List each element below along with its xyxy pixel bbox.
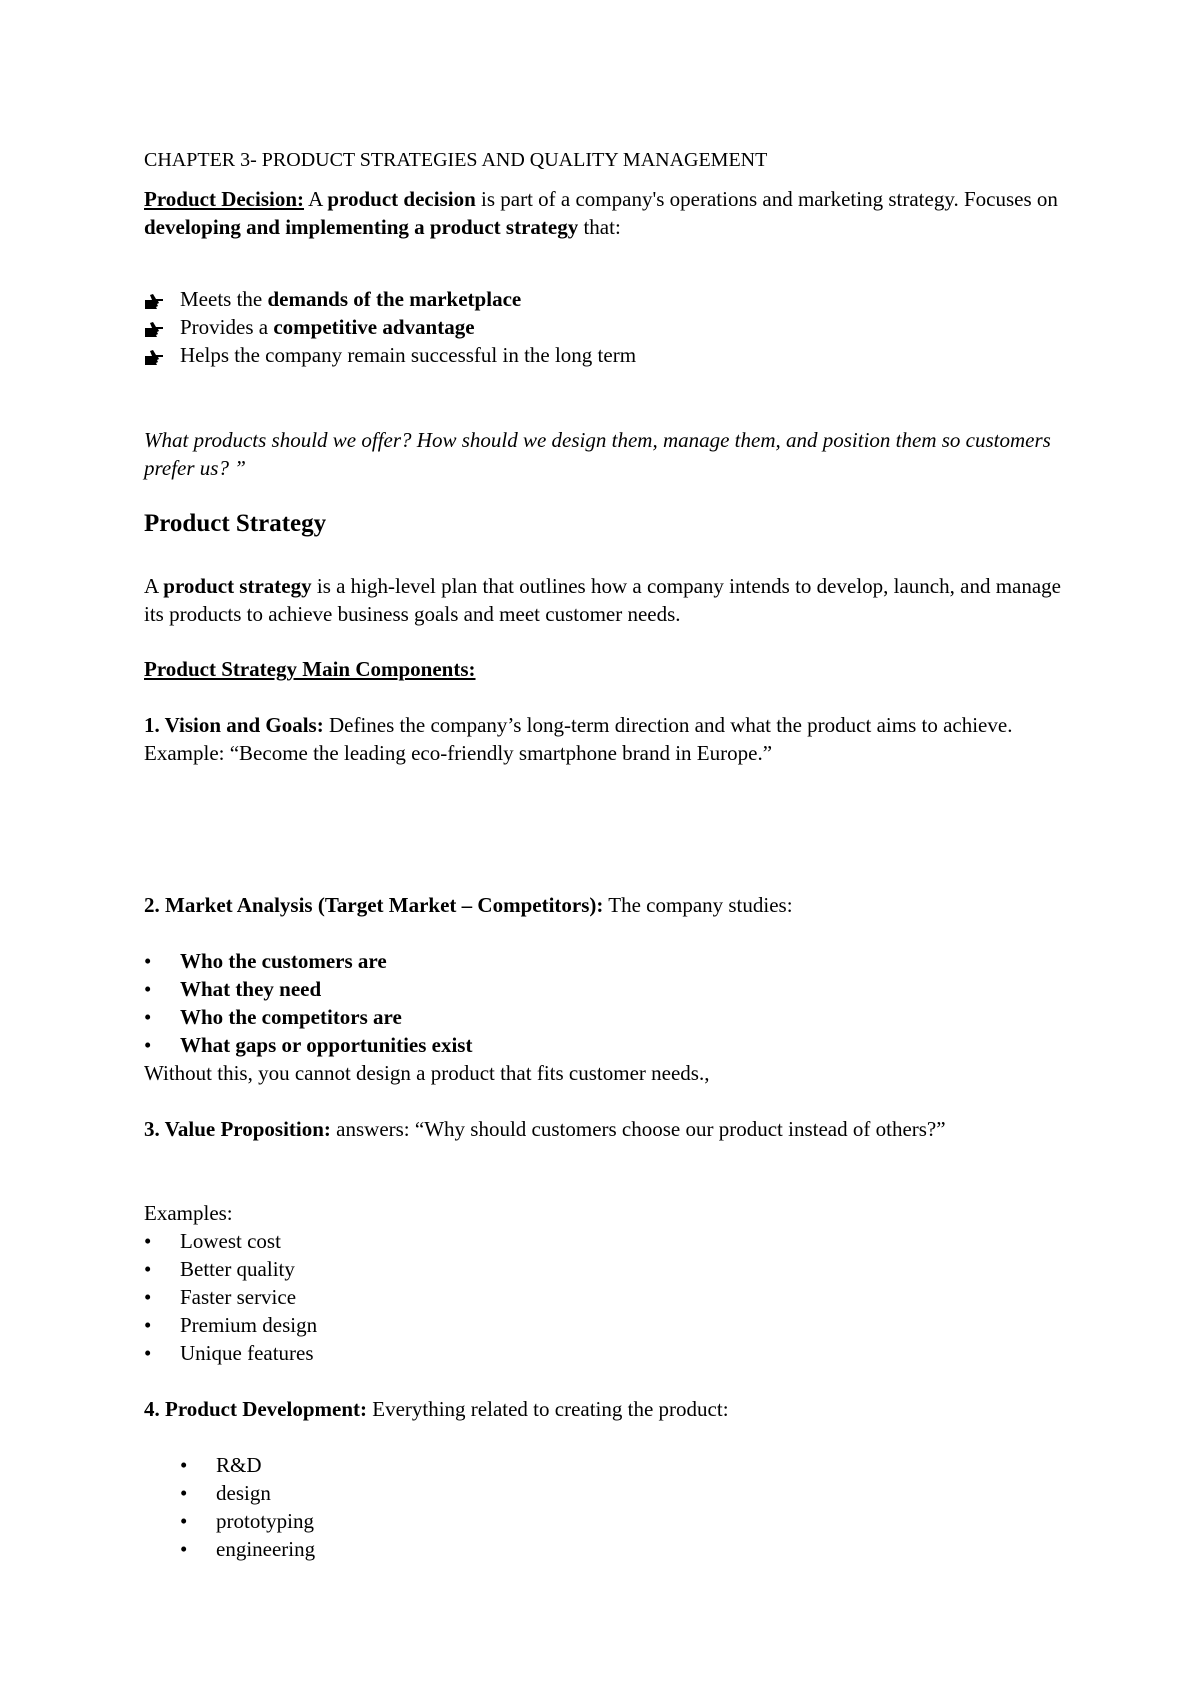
development-paragraph: [144, 1395, 1074, 1423]
text: answers: “Why should customers choose our product instead of others?”: [330, 1117, 946, 1141]
question-quote: What products should we offer? How should we design them, manage them, and position them so customers prefer us? ”: [144, 428, 1051, 480]
product-decision-label: Product Decision:: [144, 187, 305, 211]
text: Provides a: [180, 315, 274, 339]
market-list: [144, 947, 473, 1059]
bold-text: What gaps or opportunities exist: [180, 1033, 473, 1057]
product-strategy-definition: [144, 572, 1074, 628]
bullet: •: [144, 1313, 152, 1337]
bold-text: Who the customers are: [180, 949, 387, 973]
development-list: [180, 1451, 316, 1563]
bullet: •: [144, 1005, 152, 1029]
pointing-hand-icon: [144, 313, 164, 341]
text: Better quality: [180, 1257, 295, 1281]
product-decision-paragraph: [144, 185, 1074, 241]
list-item: [144, 1255, 317, 1283]
pointing-hand-icon: [144, 341, 164, 369]
list-item: [144, 1339, 317, 1367]
list-item: [180, 1451, 315, 1479]
text: design: [216, 1481, 271, 1505]
components-heading: [144, 655, 476, 683]
bold-text: What they need: [180, 977, 322, 1001]
text: Meets the: [180, 287, 268, 311]
market-label: 2. Market Analysis (Target Market – Competitors):: [144, 893, 604, 917]
text: The company studies:: [603, 893, 793, 917]
text: Premium design: [180, 1313, 318, 1337]
list-item: [144, 1311, 318, 1339]
vision-example: Example: “Become the leading eco-friendly smartphone brand in Europe.”: [144, 741, 773, 765]
list-item: [144, 1003, 472, 1031]
bullet: •: [144, 1033, 152, 1057]
bullet: •: [180, 1453, 188, 1477]
list-item: [180, 285, 636, 313]
list-item: [180, 1535, 316, 1563]
text: Lowest cost: [180, 1229, 281, 1253]
text: Everything related to creating the product:: [367, 1397, 729, 1421]
bullet: •: [180, 1509, 188, 1533]
bold-text: Who the competitors are: [180, 1005, 402, 1029]
chapter-title: CHAPTER 3- PRODUCT STRATEGIES AND QUALITY MANAGEMENT: [144, 149, 768, 171]
bold-text: developing and implementing a product strategy: [144, 215, 579, 239]
bold-text: demands of the marketplace: [267, 287, 522, 311]
market-after-text: Without this, you cannot design a product that fits customer needs.,: [144, 1061, 710, 1085]
bold-text: product decision: [327, 187, 476, 211]
list-item: [180, 1479, 315, 1507]
value-label: 3. Value Proposition:: [144, 1117, 331, 1141]
product-strategy-heading: Product Strategy: [144, 510, 327, 537]
pointing-hand-icon: [144, 285, 164, 313]
bullet: •: [144, 1257, 152, 1281]
examples-label: Examples:: [144, 1201, 233, 1225]
bullet: •: [144, 977, 152, 1001]
bold-underlined-text: Product Strategy Main Components:: [144, 657, 476, 681]
development-label: 4. Product Development:: [144, 1397, 367, 1421]
list-item: [144, 1031, 473, 1059]
vision-paragraph: [144, 711, 1074, 767]
list-item: [180, 1507, 315, 1535]
product-decision-list: [180, 285, 636, 369]
text: Helps the company remain successful in the long term: [180, 343, 637, 367]
bullet: •: [180, 1537, 188, 1561]
value-paragraph: [144, 1115, 1074, 1143]
text: A: [144, 574, 164, 598]
text: is part of a company's operations and marketing strategy. Focuses on: [475, 187, 1058, 211]
text: prototyping: [216, 1509, 314, 1533]
bullet: •: [144, 1341, 152, 1365]
value-examples-list: [144, 1227, 318, 1367]
bullet: •: [180, 1481, 188, 1505]
text: Defines the company’s long-term direction and what the product aims to achieve.: [323, 713, 1013, 737]
bold-text: competitive advantage: [273, 315, 475, 339]
text: R&D: [216, 1453, 262, 1477]
market-paragraph: [144, 891, 1074, 919]
list-item: [144, 1283, 317, 1311]
list-item: [144, 947, 472, 975]
bold-text: product strategy: [163, 574, 312, 598]
text: engineering: [216, 1537, 316, 1561]
list-item: [180, 341, 636, 369]
text: is a high-level plan that outlines how a company intends to develop, launch, and manage its products to achieve business goals and meet customer needs.: [144, 574, 1061, 626]
text: Faster service: [180, 1285, 297, 1309]
list-item: [180, 313, 636, 341]
list-item: [144, 975, 472, 1003]
list-item: [144, 1227, 317, 1255]
bullet: •: [144, 1229, 152, 1253]
text: Unique features: [180, 1341, 314, 1365]
text: that:: [578, 215, 621, 239]
bullet: •: [144, 949, 152, 973]
bullet: •: [144, 1285, 152, 1309]
vision-label: 1. Vision and Goals:: [144, 713, 324, 737]
text: A: [304, 187, 328, 211]
